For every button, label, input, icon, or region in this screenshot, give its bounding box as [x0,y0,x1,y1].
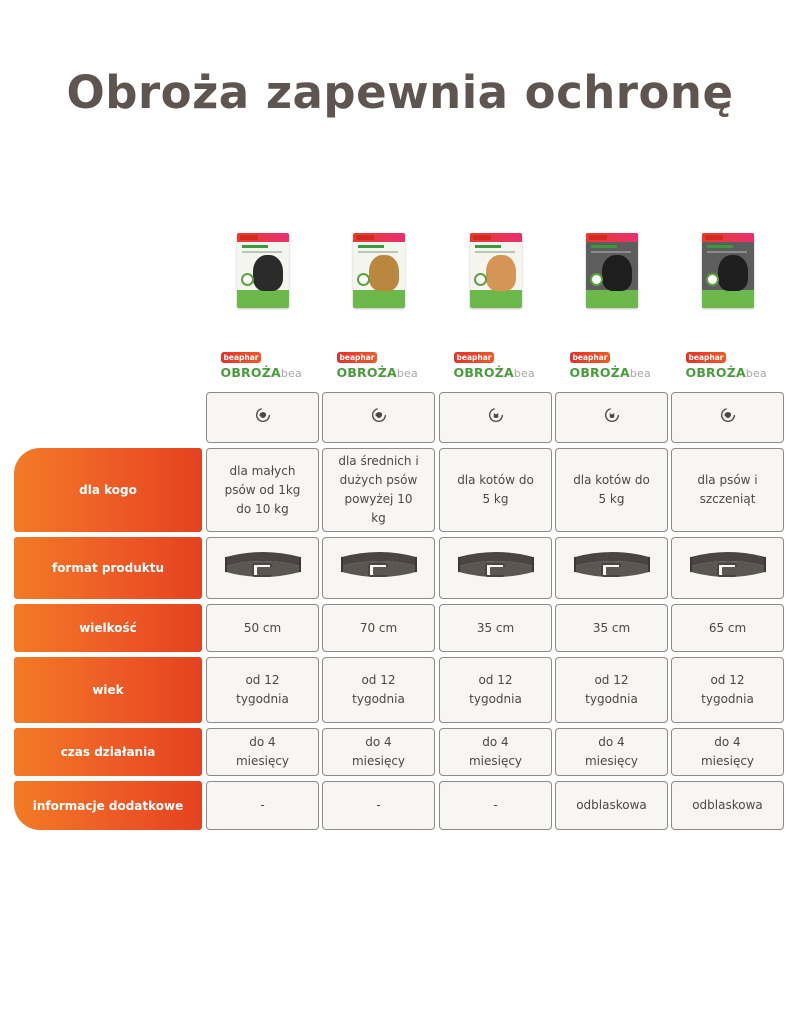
animal-type-cell [439,392,552,443]
table-cell-text: dla kotów do 5 kg [573,473,650,506]
dog-shield-icon [719,406,737,430]
animal-type-cell [671,392,784,443]
table-cell [322,657,435,723]
table-cell [671,728,784,776]
table-cell [439,537,552,599]
cat-shield-icon [487,406,505,430]
product-name: OBROŻAbea [336,365,418,380]
animal-type-cell [555,392,668,443]
product-pack-image[interactable] [237,233,289,308]
product-name-suffix: bea [280,367,302,380]
table-cell-text: dla kotów do 5 kg [457,473,534,506]
product-name-suffix: bea [745,367,767,380]
brand-name: beaphar [454,352,495,363]
table-cell-text: do 4 miesięcy [468,735,523,768]
product-brand-logo [336,345,437,380]
table-cell-text: odblaskowa [692,798,763,812]
product-brand-logo [453,345,554,380]
table-cell-text: od 12 tygodnia [236,673,289,706]
table-cell [322,781,435,830]
table-cell [671,781,784,830]
row-label-age: wiek [14,657,202,723]
table-cell-text: od 12 tygodnia [469,673,522,706]
table-cell [206,448,319,532]
table-cell [439,781,552,830]
brand-name: beaphar [686,352,727,363]
animal-type-cell [322,392,435,443]
page-title: Obroża zapewnia ochronę [66,66,734,119]
table-cell-text: do 4 miesięcy [235,735,290,768]
row-label-format: format produktu [14,537,202,599]
table-cell [322,448,435,532]
table-cell [671,537,784,599]
table-cell-text: do 4 miesięcy [584,735,639,768]
table-cell [555,604,668,652]
cat-shield-icon [603,406,621,430]
animal-type-cell [206,392,319,443]
table-cell-text: odblaskowa [576,798,647,812]
product-pack-image[interactable] [586,233,638,308]
table-cell [206,604,319,652]
collar-icon [688,548,768,588]
table-cell [206,781,319,830]
product-name-suffix: bea [396,367,418,380]
table-cell [439,728,552,776]
table-cell-text: dla psów i szczeniąt [697,473,758,506]
collar-icon [339,548,419,588]
table-cell [671,448,784,532]
product-brand-logo [685,345,786,380]
product-name-suffix: bea [513,367,535,380]
table-cell-text: do 4 miesięcy [700,735,755,768]
table-cell [322,537,435,599]
collar-icon [572,548,652,588]
product-pack-image[interactable] [702,233,754,308]
product-name: OBROŻAbea [685,365,767,380]
collar-icon [223,548,303,588]
table-cell-text: od 12 tygodnia [352,673,405,706]
product-name: OBROŻAbea [569,365,651,380]
table-cell-text: do 4 miesięcy [351,735,406,768]
table-cell-text: - [260,798,265,812]
table-cell-text: od 12 tygodnia [701,673,754,706]
product-name: OBROŻAbea [453,365,535,380]
row-label-size: wielkość [14,604,202,652]
product-pack-image[interactable] [470,233,522,308]
table-cell [439,448,552,532]
table-cell-text: 65 cm [708,620,747,635]
row-label-duration: czas działania [14,728,202,776]
table-cell [555,728,668,776]
table-cell [555,537,668,599]
table-cell [322,728,435,776]
table-cell-text: dla średnich i dużych psów powyżej 10 kg [338,454,419,525]
table-cell [555,657,668,723]
table-cell [206,657,319,723]
product-brand-logo [220,345,321,380]
brand-name: beaphar [221,352,262,363]
table-cell [439,604,552,652]
table-cell [555,781,668,830]
collar-icon [456,548,536,588]
table-cell-text: dla małych psów od 1kg do 10 kg [224,463,301,516]
table-cell [671,657,784,723]
product-pack-image[interactable] [353,233,405,308]
table-cell-text: od 12 tygodnia [585,673,638,706]
table-cell [322,604,435,652]
table-cell [206,537,319,599]
table-cell [439,657,552,723]
table-cell-text: 35 cm [476,620,515,635]
table-cell-text: 35 cm [592,620,631,635]
dog-shield-icon [254,406,272,430]
row-label-for-whom: dla kogo [14,448,202,532]
table-cell-text: 70 cm [359,620,398,635]
product-brand-logo [569,345,670,380]
table-cell [206,728,319,776]
table-cell-text: - [493,798,498,812]
table-cell-text: 50 cm [243,620,282,635]
table-cell [555,448,668,532]
row-label-extra: informacje dodatkowe [14,781,202,830]
table-cell-text: - [376,798,381,812]
brand-name: beaphar [337,352,378,363]
product-name-suffix: bea [629,367,651,380]
brand-name: beaphar [570,352,611,363]
product-name: OBROŻAbea [220,365,302,380]
table-cell [671,604,784,652]
dog-shield-icon [370,406,388,430]
